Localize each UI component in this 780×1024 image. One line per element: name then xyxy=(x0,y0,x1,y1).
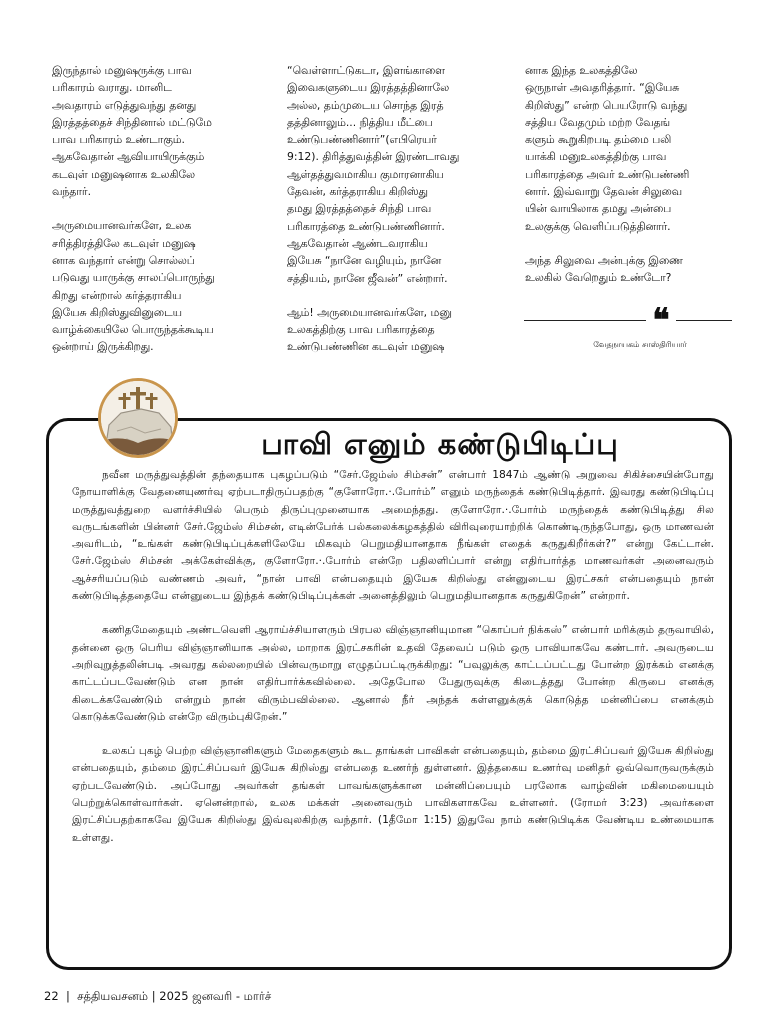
emblem-graphic xyxy=(101,381,175,455)
article-paragraph: கணிதமேதையும் அண்டவெளி ஆராய்ச்சியாளரும் பிரபல விஞ்ஞானியுமான “கொப்பர் நிக்கஸ்” என்பார் மரிக்கும் தருவாயில், தன்னை ஒரு பெரிய விஞ்ஞானியாக அல்ல, மாறாக இரட்சகரின் உதவி தேவைப் படும் ஒரு பாவியாகவே கண்டார். அவருடைய அறிவுறுத்தலின்படி அவரது கல்லறையில் பின்வருமாறு எழுதப்பட்டிருக்கிறது: “பவுலுக்கு காட்டப்பட்டது போன்ற இரக்கம் எனக்கு காட்டப்படவேண்டும் என நான் எதிர்பார்க்கவில்லை. அதேபோல பேதுருவுக்கு கிடைத்தது போன்ற கிருபை எனக்கு கிடைக்கவேண்டும் என்றும் நான் விரும்பவில்லை. ஆனால் நீர் அந்தக் கள்ளனுக்குக் கொடுத்த மன்னிப்பை எனக்கும் கொடுக்கவேண்டும் என்றே விரும்புகிறேன்.” xyxy=(72,623,714,723)
article-title: பாவி எனும் கண்டுபிடிப்பு xyxy=(261,427,619,461)
footer-separator: | xyxy=(151,989,156,1003)
page-footer xyxy=(44,988,544,1004)
issue-date: 2025 ஜனவரி - மார்ச் xyxy=(159,989,272,1003)
page-number: 22 xyxy=(44,989,59,1003)
article-paragraph: நவீன மருத்துவத்தின் தந்தையாக புகழப்படும் “சேர்.ஜேம்ஸ் சிம்சன்” என்பார் 1847ம் ஆண்டு அறுவை சிகிச்சையின்போது நோயாளிக்கு வேதனையுணர்வு ஏற்படாதிருப்பதற்கு “குளோரோ.·.போர்ம்” எனும் மருந்தைக் கண்டுபிடித்தார். இவரது கண்டுபிடிப்பு மருத்துவத்துறை வளர்ச்சியில் பெரும் திருப்புமுனையாக அமைந்தது. குளோரோ.·.போர்ம் மருந்தைக் கண்டுபிடித்து சில வருடங்களின் பின்னர் சேர்.ஜேம்ஸ் சிம்சன், எடின்பேர்க் பல்கலைக்கழகத்தில் விரிவுரையாற்றிக் கொண்டிருந்தபோது, ஒரு மாணவன் அவரிடம், “உங்கள் கண்டுபிடிப்புக்களிலேயே மிகவும் பெறுமதியானதாக நீங்கள் எதைக் கருதுகிறீர்கள்?” என்று கேட்டான். சேர்.ஜேம்ஸ் சிம்சன் அக்கேள்விக்கு, குளோரோ.·.போர்ம் என்றே பதிலளிப்பார் என்று எதிர்பார்த்த மாணவர்கள் அனைவரும் ஆச்சரியப்படும் வண்ணம் அவர், “நான் பாவி என்பதையும் இயேசு கிறிஸ்து என்னுடைய இரட்சகர் என்பதையும் நான் கண்டுபிடித்ததையே என்னுடைய இந்தக் கண்டுபிடிப்புக்கள் அனைத்திலும் பெறுமதியானதாக கருதுகிறேன்” என்றார். xyxy=(72,468,714,603)
paragraph: “வெள்ளாட்டுகடா, இளங்காளை இவைகளுடைய இரத்தத்தினாலே அல்ல, தம்முடைய சொந்த இரத் தத்தினாலும்... நித்திய மீட்பை உண்டுபண்ணினார்”(எபிரெயர் 9:12). திரித்துவத்தின் இரண்டாவது ஆள்தத்துவமாகிய குமாரனாகிய தேவன், கர்த்தராகிய கிறிஸ்து தமது இரத்தத்தைச் சிந்தி பாவ பரிகாரத்தை உண்டுபண்ணினார். ஆகவேதான் ஆண்டவராகிய இயேசு “நானே வழியும், நானே சத்தியம், நானே ஜீவன்” என்றார். xyxy=(287,64,460,285)
paragraph: அந்த சிலுவை அன்புக்கு இணை உலகில் வேறெதும் உண்டோ? xyxy=(525,253,683,285)
column-3 xyxy=(525,62,740,304)
crosses-emblem-icon xyxy=(98,378,178,458)
article-paragraph: உலகப் புகழ் பெற்ற விஞ்ஞானிகளும் மேதைகளும் கூட தாங்கள் பாவிகள் என்பதையும், தம்மை இரட்சிப்பவர் இயேசு கிறிஸ்து என்பதையும், தம்மை இரட்சிப்பவர் இயேசு கிறிஸ்து என்பதை உணர்ந் துள்ளனர். இத்தகைய உணர்வு மனிதர் ஒவ்வொருவருக்கும் ஏற்படவேண்டும். அப்போது அவர்கள் தங்கள் பாவங்களுக்கான மன்னிப்பையும் பரலோக வாழ்வின் மகிமையையும் பெற்றுக்கொள்வார்கள். ஏனென்றால், உலக மக்கள் அனைவரும் பாவிகளாகவே உள்ளனர். (ரோமர் 3:23) அவர்களை இரட்சிப்பதற்காகவே இயேசு கிறிஸ்து இவ்வுலகிற்கு வந்தார். (1தீமோ 1:15) இதுவே நாம் கண்டுபிடிக்க வேண்டிய உண்மையாக உள்ளது. xyxy=(72,744,714,844)
article-body xyxy=(72,466,714,863)
quote-mark-icon: ❝ xyxy=(652,301,670,339)
column-2 xyxy=(287,62,497,373)
signature-divider-left xyxy=(524,320,646,321)
paragraph: ஆம்! அருமையானவர்களே, மனு உலகத்திற்கு பாவ பரிகாரத்தை உண்டுபண்ணின கடவுள் மனுஷ xyxy=(287,305,452,354)
footer-separator: | xyxy=(65,989,70,1003)
signature-divider-right xyxy=(676,320,732,321)
paragraph: னாக இந்த உலகத்திலே ஒருநாள் அவதரித்தார். “இயேசு கிறிஸ்து” என்ற பெயரோடு வந்து சத்திய வேதமும் மற்ற வேதங் களும் கூறுகிறபடி தம்மை பலி யாக்கி மனுஉலகத்திற்கு பாவ பரிகாரத்தை அவர் உண்டுபண்ணி னார். இவ்வாறு தேவன் சிலுவை யின் வாயிலாக தமது அன்பை உலகுக்கு வெளிப்படுத்தினார். xyxy=(525,64,690,233)
magazine-name: சத்தியவசனம் xyxy=(77,989,149,1003)
paragraph: அருமையானவர்களே, உலக சரித்திரத்திலே கடவுள் மனுஷ னாக வந்தார் என்று சொல்லப் படுவது யாருக்கு சாலப்பொருந்து கிறது என்றால் கர்த்தராகிய இயேசு கிறிஸ்துவினுடைய வாழ்க்கையிலே பொருந்தக்கூடிய ஒன்றாய் இருக்கிறது. xyxy=(52,219,215,354)
author-signature: வேதநாயகம் சாஸ்திரியார் xyxy=(593,340,687,349)
column-1 xyxy=(52,62,257,373)
paragraph: இருந்தால் மனுஷருக்கு பாவ பரிகாரம் வராது. மானிட அவதாரம் எடுத்துவந்து தனது இரத்தத்தைச் சிந்தினால் மட்டுமே பாவ பரிகாரம் உண்டாகும். ஆகவேதான் ஆவியாயிருக்கும் கடவுள் மனுஷனாக உலகிலே வந்தார். xyxy=(52,64,212,199)
